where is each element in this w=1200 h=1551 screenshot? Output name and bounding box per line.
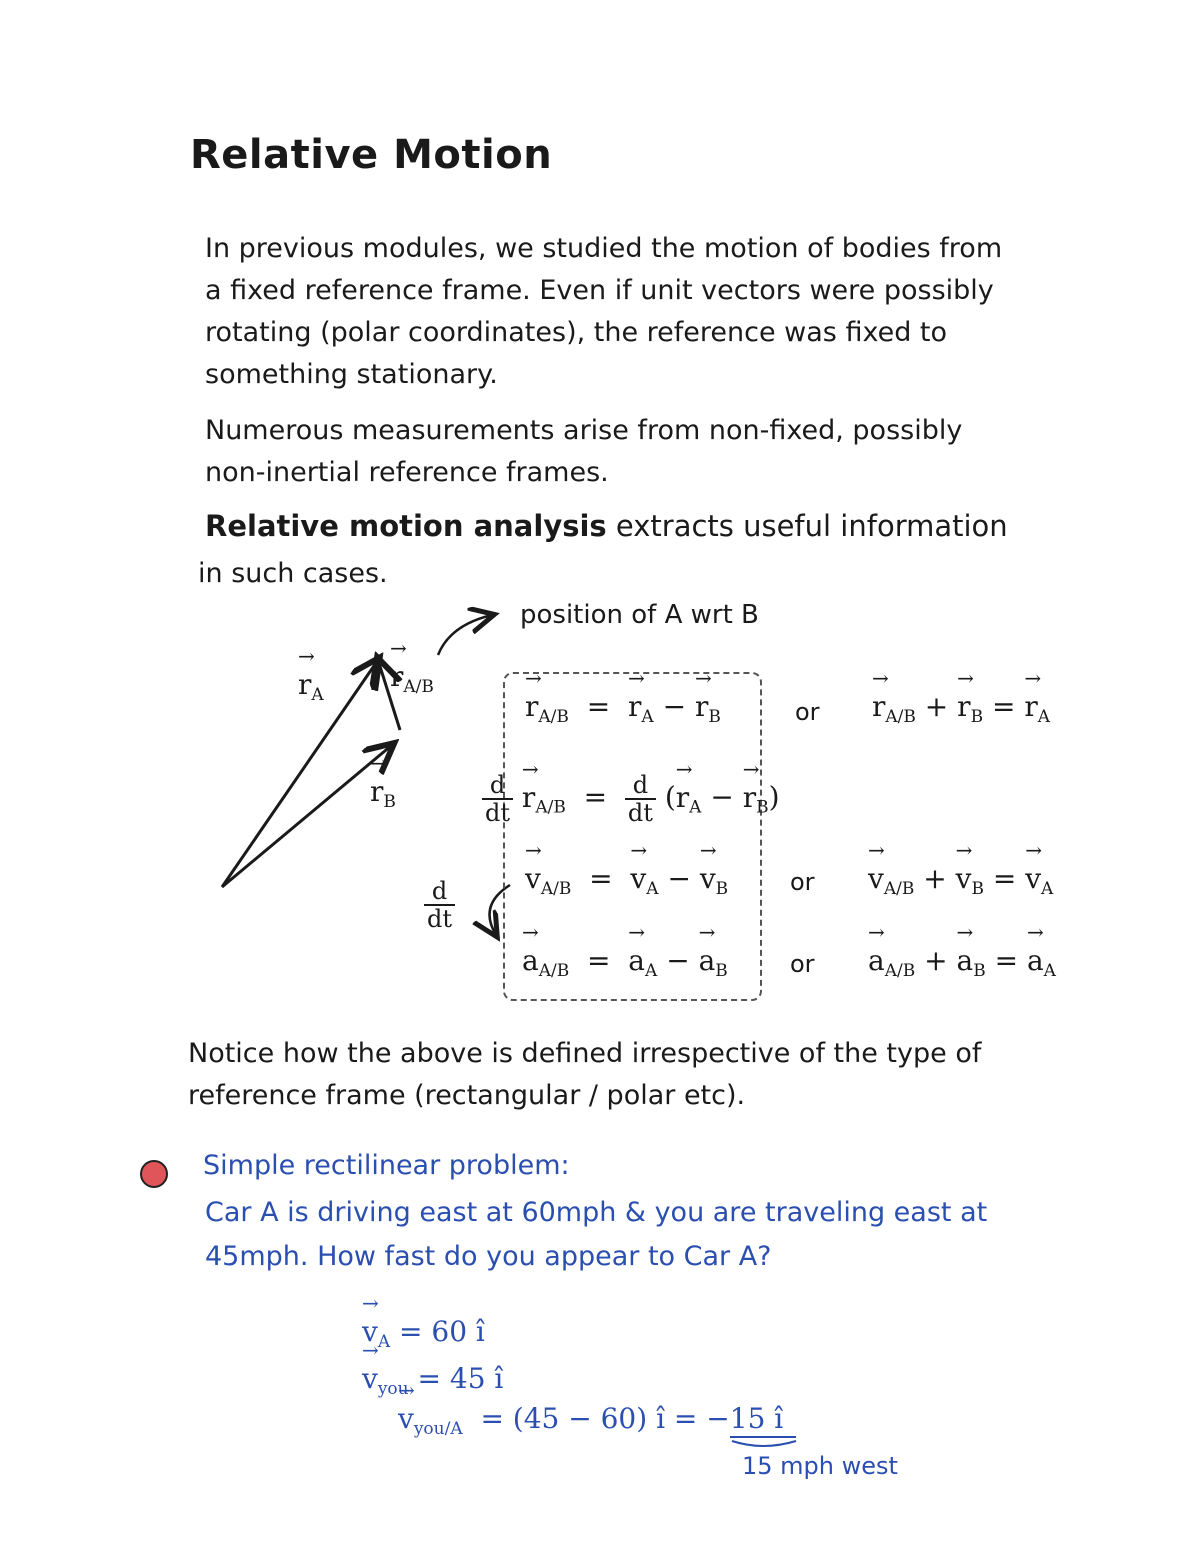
position-annotation: position of A wrt B xyxy=(520,600,759,630)
answer-text: 15 mph west xyxy=(742,1452,898,1480)
intro-line-2: a fixed reference frame. Even if unit vectors were possibly xyxy=(205,275,994,306)
eq-velocity-alt: → $v_{A/B}$ + → $v_B$ = → $v_A$ xyxy=(868,862,1053,899)
result-brace xyxy=(732,1441,796,1446)
eq-acceleration: → $a_{A/B}$ = → $a_A$ − → $a_B$ xyxy=(522,944,728,981)
eq-derivative: $\frac{d}{dt}$ → $r_{A/B}$ = $\frac{d}{dt}$ (→ $r_A$ − → $r_B$) xyxy=(482,772,780,826)
intro-line-3: rotating (polar coordinates), the reference was fixed to xyxy=(205,317,948,348)
problem-heading: Simple rectilinear problem: xyxy=(203,1150,570,1181)
d-dt-label: $\frac{d}{dt}$ xyxy=(424,878,455,932)
intro-line-4: something stationary. xyxy=(205,359,498,390)
page-title: Relative Motion xyxy=(190,132,553,178)
relative-motion-term: Relative motion analysis xyxy=(205,509,607,543)
eq-position: → $r_{A/B}$ = → $r_A$ − → $r_B$ xyxy=(525,690,721,727)
relative-motion-line-2: in such cases. xyxy=(198,558,388,589)
annotation-arrow xyxy=(438,615,492,655)
eq-vrel: → $v_{you/A} = (45 - 60)$ î = −15 î xyxy=(398,1402,783,1439)
eq-position-alt: → $r_{A/B}$ + → $r_B$ = → $r_A$ xyxy=(872,690,1050,727)
label-rAB: → $r_{A/B}$ xyxy=(390,660,434,697)
label-rB: → $r_B$ xyxy=(370,775,396,812)
eq-velocity: → $v_{A/B}$ = → $v_A$ − → $v_B$ xyxy=(525,862,728,899)
notice-line-1: Notice how the above is defined irrespective of the type of xyxy=(188,1038,982,1069)
eq-vA: → $v_A = 60$ î xyxy=(362,1315,485,1352)
numerous-line-2: non-inertial reference frames. xyxy=(205,457,609,488)
or-2: or xyxy=(790,868,815,896)
problem-line-2: 45mph. How fast do you appear to Car A? xyxy=(205,1241,772,1272)
or-1: or xyxy=(795,698,820,726)
relative-motion-rest: extracts useful information xyxy=(606,509,1008,543)
vector-rB-arrow xyxy=(222,745,392,887)
eq-acceleration-alt: → $a_{A/B}$ + → $a_B$ = → $a_A$ xyxy=(868,944,1056,981)
numerous-line-1: Numerous measurements arise from non-fixed, possibly xyxy=(205,415,963,446)
problem-line-1: Car A is driving east at 60mph & you are traveling east at xyxy=(205,1197,988,1228)
label-rA: → $r_A$ xyxy=(298,668,324,705)
notice-line-2: reference frame (rectangular / polar etc). xyxy=(188,1080,746,1111)
eq-vyou: → $v_{you} = 45$ î xyxy=(362,1362,503,1399)
bullet-dot xyxy=(140,1160,168,1188)
or-3: or xyxy=(790,950,815,978)
intro-line-1: In previous modules, we studied the motion of bodies from xyxy=(205,233,1003,264)
result-value: −15 î xyxy=(706,1402,784,1435)
